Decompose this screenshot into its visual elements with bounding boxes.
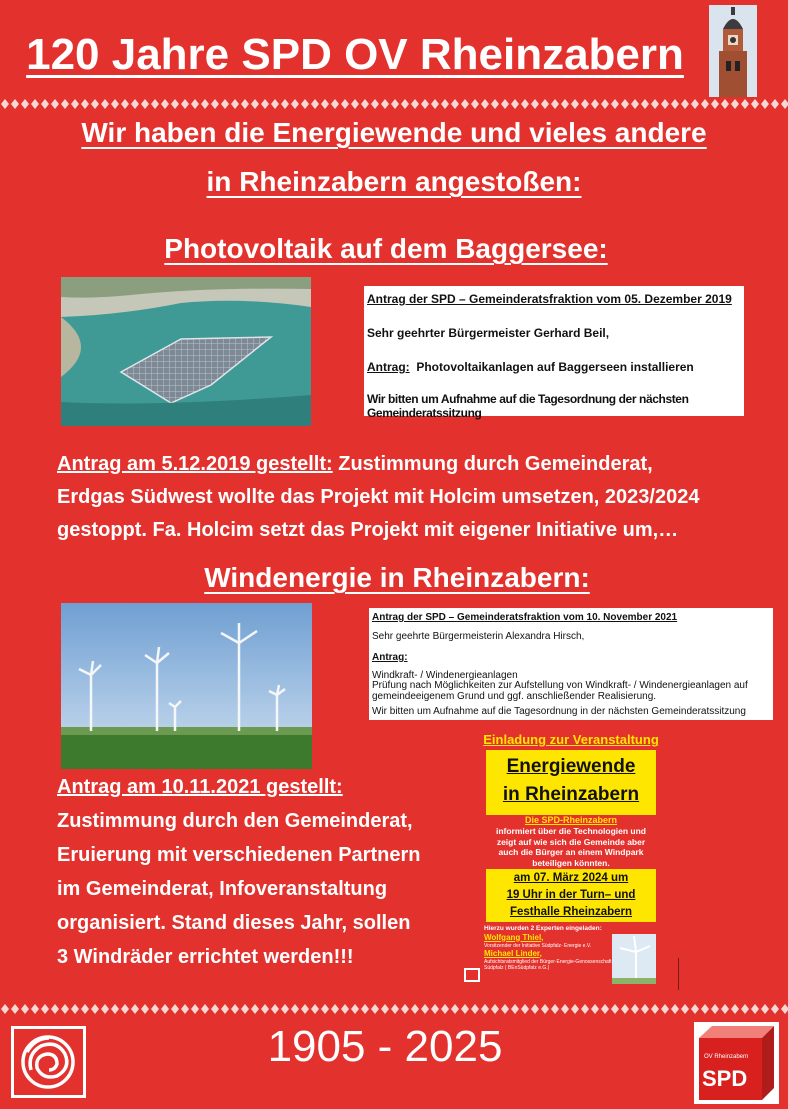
flyer-title-line-2: in Rheinzabern [502, 784, 640, 805]
wind-doc-line-6: Wir bitten um Aufnahme auf die Tagesordnung in der nächsten Gemeinderatssitzung [372, 706, 746, 717]
flyer-expert-1-role: Vorsitzender der Initiative Südpfalz- Energie e.V. [484, 942, 592, 949]
cube-big-label: SPD [702, 1066, 748, 1091]
pv-doc-antrag-text: Photovoltaikanlagen auf Baggerseen installieren [416, 360, 694, 374]
pv-doc-antrag-label: Antrag: [367, 360, 410, 374]
years-text: 1905 - 2025 [267, 1022, 503, 1071]
pv-paragraph-line-3: gestoppt. Fa. Holcim setzt das Projekt mit eigener Initiative um,… [57, 519, 679, 541]
wind-paragraph-line: Eruierung mit verschiedenen Partnern [57, 844, 421, 866]
pv-paragraph-line-2: Erdgas Südwest wollte das Projekt mit Holcim umsetzen, 2023/2024 [57, 486, 700, 508]
wind-doc-line-1: Antrag der SPD – Gemeinderatsfraktion vom 10. November 2021 [372, 612, 678, 623]
flyer-title-box [486, 750, 656, 815]
wind-doc-line-3: Antrag: [372, 652, 408, 663]
floating-solar-photo [61, 277, 311, 426]
wind-paragraph [57, 770, 457, 974]
wind-paragraph-line: 3 Windräder errichtet werden!!! [57, 946, 354, 968]
wind-paragraph-line: organisiert. Stand dieses Jahr, sollen [57, 912, 411, 934]
church-tower-image [709, 5, 757, 97]
pv-motion-document [364, 286, 744, 420]
wind-heading: Windenergie in Rheinzabern: [204, 562, 590, 593]
pv-paragraph-lead: Antrag am 5.12.2019 gestellt: [57, 453, 333, 475]
pv-doc-line-2: Sehr geehrter Bürgermeister Gerhard Beil, [367, 326, 610, 340]
flyer-organizer: Die SPD-Rheinzabern [524, 815, 618, 825]
wind-paragraph-line: im Gemeinderat, Infoveranstaltung [57, 878, 388, 900]
wind-doc-line-2: Sehr geehrte Bürgermeisterin Alexandra Hirsch, [372, 631, 585, 642]
spd-cube-logo [694, 1022, 779, 1104]
wind-paragraph-line: Zustimmung durch den Gemeinderat, [57, 810, 413, 832]
flyer-date-line-3: Festhalle Rheinzabern [509, 906, 633, 918]
cube-small-label: OV Rheinzabern [704, 1054, 749, 1060]
flyer-divider [678, 958, 679, 990]
intro-line-2: in Rheinzabern angestoßen: [206, 166, 582, 197]
decorative-border-top [0, 98, 788, 110]
pv-heading: Photovoltaik auf dem Baggersee: [164, 233, 608, 264]
flyer-date-box [486, 869, 656, 922]
pv-paragraph-rest: Zustimmung durch Gemeinderat, [332, 453, 653, 475]
pv-doc-line-4: Wir bitten um Aufnahme auf die Tagesordnung der nächsten Gemeinderatssitzung [367, 392, 689, 420]
flyer-wind-turbine-image [612, 934, 656, 984]
flyer-experts [484, 925, 614, 971]
flyer-title-line-1: Energiewende [506, 756, 636, 777]
flyer-spd-mini-logo [464, 968, 480, 982]
flyer-date-line-1: am 07. März 2024 um [513, 872, 629, 884]
event-flyer [462, 728, 680, 990]
flyer-description: informiert über die Technologien und zeigt auf wie sich die Gemeinde aber auch die Bürger an einem Windpark beteiligen könnten. [495, 826, 646, 868]
intro-line-1: Wir haben die Energiewende und vieles andere [81, 117, 707, 148]
flyer-date-line-2: 19 Uhr in der Turn– und [506, 889, 636, 901]
flyer-expert-2-role: Aufsichtsratsmitglied der Bürger-Energie-Genossenschaft Südpfalz ( BEnSüdpfalz e.G.) [484, 958, 612, 971]
pv-paragraph [57, 448, 757, 547]
flyer-invite: Einladung zur Veranstaltung [483, 732, 659, 747]
flyer-expert-2-name: Michael Linder, [484, 948, 542, 958]
page-title: 120 Jahre SPD OV Rheinzabern [26, 30, 684, 79]
wind-doc-line-4: Windkraft- / Windenergieanlagen [372, 670, 518, 681]
flyer-experts-intro: Hierzu wurden 2 Experten eingeladen: [484, 925, 602, 932]
wind-doc-line-5: Prüfung nach Möglichkeiten zur Aufstellung von Windkraft- / Windenergieanlagen auf gemeindeeigenem Grund und ggf. anschließender Realisierung. [372, 680, 748, 702]
pv-doc-line-1: Antrag der SPD – Gemeinderatsfraktion vom 05. Dezember 2019 [367, 292, 732, 306]
decorative-border-bottom [0, 1003, 788, 1015]
wind-turbines-photo [61, 603, 312, 769]
wind-paragraph-lead: Antrag am 10.11.2021 gestellt: [57, 776, 343, 798]
flyer-expert-1-name: Wolfgang Thiel, [484, 932, 544, 942]
wind-motion-document [369, 608, 773, 720]
